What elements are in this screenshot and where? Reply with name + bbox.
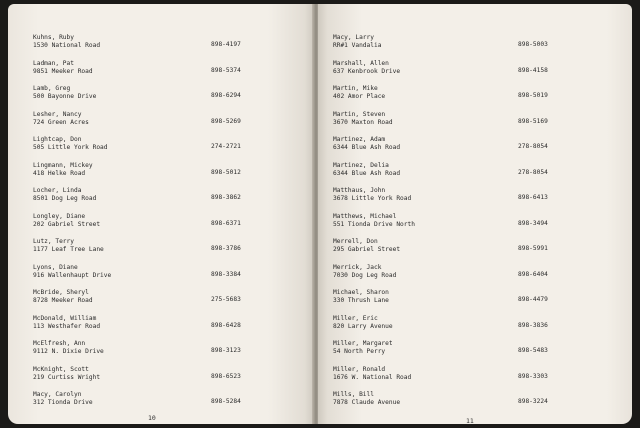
directory-entry (33, 161, 241, 178)
entry-address: 295 Gabriel Street (333, 246, 401, 253)
directory-entry (333, 263, 548, 280)
entry-address: 219 Curtiss Wright (33, 373, 101, 381)
entry-phone: 898-4479 (518, 296, 548, 303)
entry-name: McBride, Sheryl (33, 289, 89, 296)
entry-name: Lightcap, Don (33, 136, 82, 143)
entry-phone: 898-3303 (518, 372, 548, 380)
entry-address: 202 Gabriel Street (33, 220, 101, 228)
entry-phone: 898-3786 (211, 245, 241, 252)
entry-phone: 898-4197 (211, 41, 241, 48)
directory-entry (33, 238, 241, 254)
entry-phone: 898-6523 (211, 372, 241, 380)
directory-entry (33, 340, 241, 356)
entry-phone: 898-3862 (211, 194, 241, 201)
directory-entry (333, 289, 548, 305)
entry-name: Martin, Mike (333, 85, 378, 92)
entry-address: 54 North Perry (333, 348, 386, 355)
entry-phone: 898-6371 (211, 219, 241, 227)
right-page (318, 4, 632, 424)
entry-address: 551 Tionda Drive North (333, 220, 415, 228)
directory-entry (33, 110, 241, 127)
entry-phone: 898-3384 (211, 270, 241, 278)
entry-name: Miller, Eric (333, 314, 378, 322)
entry-name: Macy, Carolyn (33, 391, 82, 398)
directory-entry (33, 136, 241, 152)
entry-name: Martinez, Delia (333, 161, 389, 169)
entry-phone: 898-3836 (518, 321, 548, 329)
entry-phone: 898-5483 (518, 347, 548, 354)
entry-phone: 898-6428 (211, 321, 241, 329)
directory-entry (33, 85, 241, 101)
entry-phone: 278-8054 (518, 168, 548, 176)
entry-address: 8501 Dog Leg Road (33, 195, 97, 202)
entry-name: Miller, Margaret (333, 340, 393, 347)
directory-entry (33, 263, 241, 280)
entry-name: Ladman, Pat (33, 59, 74, 67)
entry-phone: 898-5284 (211, 398, 241, 405)
entry-address: 3678 Little York Road (333, 195, 412, 202)
left-page (8, 4, 314, 424)
entry-name: Mills, Bill (333, 391, 374, 398)
entry-address: 1177 Leaf Tree Lane (33, 246, 104, 253)
directory-entry (333, 314, 548, 331)
entry-address: 637 Kenbrook Drive (333, 67, 401, 75)
directory-entry (333, 34, 548, 50)
entry-address: 6344 Blue Ash Road (333, 144, 401, 151)
entry-phone: 898-5019 (518, 92, 548, 99)
entry-name: McKnight, Scott (33, 365, 89, 373)
entry-name: Macy, Larry (333, 34, 374, 41)
entry-name: Lutz, Terry (33, 238, 74, 245)
directory-entry (333, 391, 548, 407)
entry-address: 6344 Blue Ash Road (333, 169, 401, 177)
entry-address: 7030 Dog Leg Road (333, 271, 397, 279)
directory-entry (33, 289, 241, 305)
entry-phone: 898-5374 (211, 66, 241, 74)
entry-phone: 898-3224 (518, 398, 548, 405)
entry-address: 9112 N. Dixie Drive (33, 348, 104, 355)
directory-entry (33, 187, 241, 203)
entry-phone: 898-3494 (518, 219, 548, 227)
entry-address: 7878 Claude Avenue (333, 399, 401, 406)
entry-phone: 898-5269 (211, 117, 241, 125)
entry-name: McElfresh, Ann (33, 340, 86, 347)
entry-name: Lyons, Diane (33, 263, 78, 271)
entry-phone: 898-6404 (518, 270, 548, 278)
directory-entry (333, 365, 548, 382)
entry-phone: 275-5683 (211, 296, 241, 303)
directory-entry (333, 340, 548, 356)
entry-name: Lingmann, Mickey (33, 161, 93, 169)
entry-address: 8728 Meeker Road (33, 297, 93, 304)
entry-phone: 898-5003 (518, 41, 548, 48)
entry-address: 820 Larry Avenue (333, 322, 393, 330)
entry-phone: 898-5169 (518, 117, 548, 125)
directory-entry (33, 59, 241, 76)
entry-address: 500 Bayonne Drive (33, 93, 97, 100)
directory-entry (333, 136, 548, 152)
directory-entry (333, 59, 548, 76)
entry-address: 3670 Maxton Road (333, 118, 393, 126)
entry-name: Matthaus, John (333, 187, 386, 194)
entry-address: 724 Green Acres (33, 118, 89, 126)
directory-entry (33, 34, 241, 50)
directory-entry (33, 212, 241, 229)
directory-entry (333, 110, 548, 127)
entry-phone: 274-2721 (211, 143, 241, 150)
entry-phone: 898-3123 (211, 347, 241, 354)
entry-name: Miller, Ronald (333, 365, 386, 373)
entry-address: 330 Thrush Lane (333, 297, 389, 304)
entry-address: 505 Little York Road (33, 144, 108, 151)
entry-name: Martin, Steven (333, 110, 386, 118)
entry-name: Michael, Sharon (333, 289, 389, 296)
entry-phone: 898-6413 (518, 194, 548, 201)
entry-address: 9851 Meeker Road (33, 67, 93, 75)
directory-entry (33, 314, 241, 331)
directory-entry (33, 365, 241, 382)
entry-name: Marshall, Allen (333, 59, 389, 67)
directory-entry (33, 391, 241, 407)
page-number: 10 (148, 414, 156, 422)
entry-address: 1530 National Road (33, 42, 101, 49)
directory-entry (333, 187, 548, 203)
entry-name: Matthews, Michael (333, 212, 397, 220)
entry-address: 1676 W. National Road (333, 373, 412, 381)
entry-address: 312 Tionda Drive (33, 399, 93, 406)
entry-address: 402 Amor Place (333, 93, 386, 100)
entry-phone: 898-5991 (518, 245, 548, 252)
directory-entry (333, 85, 548, 101)
page-number: 11 (466, 417, 474, 425)
entry-phone: 898-6294 (211, 92, 241, 99)
entry-phone: 898-4158 (518, 66, 548, 74)
entry-phone: 278-8054 (518, 143, 548, 150)
directory-entry (333, 212, 548, 229)
directory-entry (333, 161, 548, 178)
entry-name: Locher, Linda (33, 187, 82, 194)
entry-name: Merrell, Don (333, 238, 378, 245)
entry-address: 113 Westhafer Road (33, 322, 101, 330)
entry-name: McDonald, William (33, 314, 97, 322)
directory-entry (333, 238, 548, 254)
entry-name: Lesher, Nancy (33, 110, 82, 118)
entry-phone: 898-5012 (211, 168, 241, 176)
entry-address: 418 Helke Road (33, 169, 86, 177)
entry-name: Longley, Diane (33, 212, 86, 220)
entry-name: Martinez, Adam (333, 136, 386, 143)
entry-address: 916 Wallenhaupt Drive (33, 271, 112, 279)
entry-name: Merrick, Jack (333, 263, 382, 271)
entry-name: Kuhns, Ruby (33, 34, 74, 41)
entry-name: Lamb, Greg (33, 85, 71, 92)
entry-address: RR#1 Vandalia (333, 42, 382, 49)
